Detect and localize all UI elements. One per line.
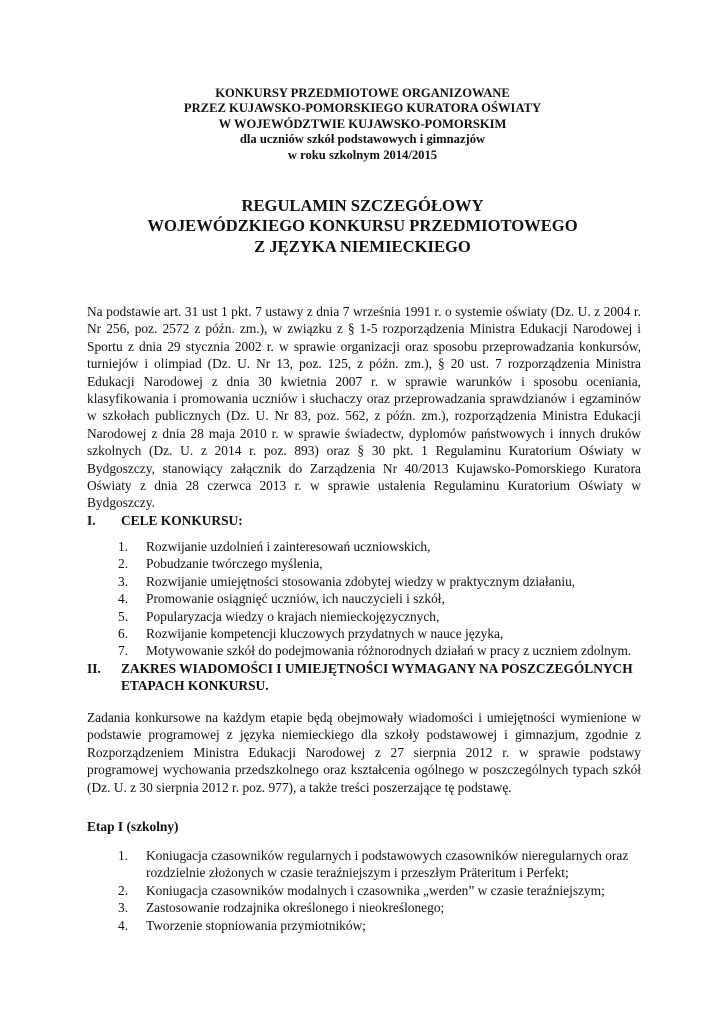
list-item — [118, 573, 643, 590]
item-text: Promowanie osiągnięć uczniów, ich nauczycieli i szkół, — [146, 591, 445, 607]
section-1-title: CELE KONKURSU: — [121, 513, 243, 528]
list-item — [118, 555, 643, 572]
title-line: REGULAMIN SZCZEGÓŁOWY — [241, 196, 484, 215]
item-text: Zastosowanie rodzajnika określonego i nieokreślonego; — [146, 900, 445, 916]
list-item — [118, 590, 643, 607]
item-number: 1. — [118, 539, 129, 554]
list-item — [118, 847, 643, 882]
item-text: Pobudzanie twórczego myślenia, — [146, 556, 323, 572]
item-text: Tworzenie stopniowania przymiotników; — [146, 917, 366, 933]
item-text: Popularyzacja wiedzy o krajach niemieckojęzycznych, — [146, 608, 440, 624]
section-2-title: ZAKRES WIADOMOŚCI I UMIEJĘTNOŚCI WYMAGANY NA POSZCZEGÓLNYCH ETAPACH KONKURSU. — [121, 661, 633, 694]
list-item — [118, 899, 643, 916]
list-item — [118, 642, 643, 659]
item-text: Rozwijanie uzdolnień i zainteresowań uczniowskich, — [146, 539, 431, 554]
etap-1-heading: Etap I (szkolny) — [87, 819, 179, 834]
list-item — [118, 608, 643, 625]
header-line: KONKURSY PRZEDMIOTOWE ORGANIZOWANE — [215, 86, 510, 100]
section-1-number: I. — [87, 513, 96, 528]
item-number: 1. — [118, 848, 129, 863]
item-number: 4. — [118, 917, 129, 933]
list-item — [118, 625, 643, 642]
item-number: 3. — [118, 573, 129, 589]
item-number: 2. — [118, 882, 129, 898]
section-2-heading — [87, 660, 647, 695]
item-text: Koniugacja czasowników regularnych i podstawowych czasowników nieregularnych oraz rozdzielnie złożonych w czasie teraźniejszym i przeszłym Präteritum i Perfekt; — [146, 848, 629, 881]
section-2-number: II. — [87, 661, 101, 676]
item-number: 2. — [118, 556, 129, 572]
section-2-paragraph: Zadania konkursowe na każdym etapie będą obejmowały wiadomości i umiejętności wymienione w podstawie programowej z języka niemieckiego dla szkoły podstawowej i gimnazjum, zgodnie z Rozporządzeniem Ministra Edukacji Narodowej z 27 sierpnia 2012 r. w sprawie podstawy programowej wychowania przedszkolnego oraz kształcenia ogólnego w poszczególnych typach szkół (Dz. U. z 30 sierpnia 2012 r. poz. 977), a także treści poszerzające tę podstawę. — [87, 710, 641, 795]
goals-list — [118, 538, 643, 660]
item-number: 5. — [118, 608, 129, 624]
section-1-heading — [87, 512, 243, 529]
intro-paragraph: Na podstawie art. 31 ust 1 pkt. 7 ustawy z dnia 7 września 1991 r. o systemie oświaty (Dz. U. z 2004 r. Nr 256, poz. 2572 z późn. zm.), w związku z § 1-5 rozporządzenia Ministra Edukacji Narodowej i Sportu z dnia 29 stycznia 2002 r. w sprawie organizacji oraz sposobu przeprowadzania konkursów, turniejów i olimpiad (Dz. U. Nr 13, poz. 125, z późn. zm.), § 20 ust. 7 rozporządzenia Ministra Edukacji Narodowej z dnia 30 kwietnia 2007 r. w sprawie warunków i sposobu oceniania, klasyfikowania i promowania uczniów i słuchaczy oraz przeprowadzania sprawdzianów i egzaminów w szkołach publicznych (Dz. U. Nr 83, poz. 562, z późn. zm.), rozporządzenia Ministra Edukacji Narodowej z dnia 28 maja 2010 r. w sprawie świadectw, dyplomów państwowych i innych druków szkolnych (Dz. U. z 2014 r. poz. 893) oraz § 30 pkt. 1 Regulaminu Kuratorium Oświaty w Bydgoszczy, stanowiący załącznik do Zarządzenia Nr 40/2013 Kujawsko-Pomorskiego Kuratora Oświaty z dnia 28 czerwca 2013 r. w sprawie ustalenia Regulaminu Kuratorium Oświaty w Bydgoszczy. — [87, 304, 641, 511]
header-line: w roku szkolnym 2014/2015 — [287, 147, 438, 162]
item-number: 4. — [118, 591, 129, 607]
item-text: Rozwijanie umiejętności stosowania zdobytej wiedzy w praktycznym działaniu, — [146, 573, 576, 589]
item-number: 7. — [118, 643, 129, 659]
document-header — [60, 86, 665, 163]
list-item — [118, 538, 643, 555]
header-line: dla uczniów szkół podstawowych i gimnazjów — [239, 132, 486, 147]
item-text: Koniugacja czasowników modalnych i czasownika „werden” w czasie teraźniejszym; — [146, 882, 605, 898]
item-number: 3. — [118, 900, 129, 916]
item-text: Motywowanie szkół do podejmowania różnorodnych działań w pracy z uczniem zdolnym. — [146, 643, 632, 659]
title-line: Z JĘZYKA NIEMIECKIEGO — [254, 236, 471, 256]
etap-1-list — [118, 847, 643, 934]
header-line: W WOJEWÓDZTWIE KUJAWSKO-POMORSKIM — [218, 116, 507, 131]
list-item — [118, 917, 643, 934]
item-text: Rozwijanie kompetencji kluczowych przydatnych w nauce języka, — [146, 626, 504, 642]
title-line: WOJEWÓDZKIEGO KONKURSU PRZEDMIOTOWEGO — [147, 216, 578, 236]
item-number: 6. — [118, 626, 129, 642]
document-title — [60, 196, 665, 257]
header-line: PRZEZ KUJAWSKO-POMORSKIEGO KURATORA OŚWIATY — [183, 101, 542, 116]
list-item — [118, 882, 643, 899]
